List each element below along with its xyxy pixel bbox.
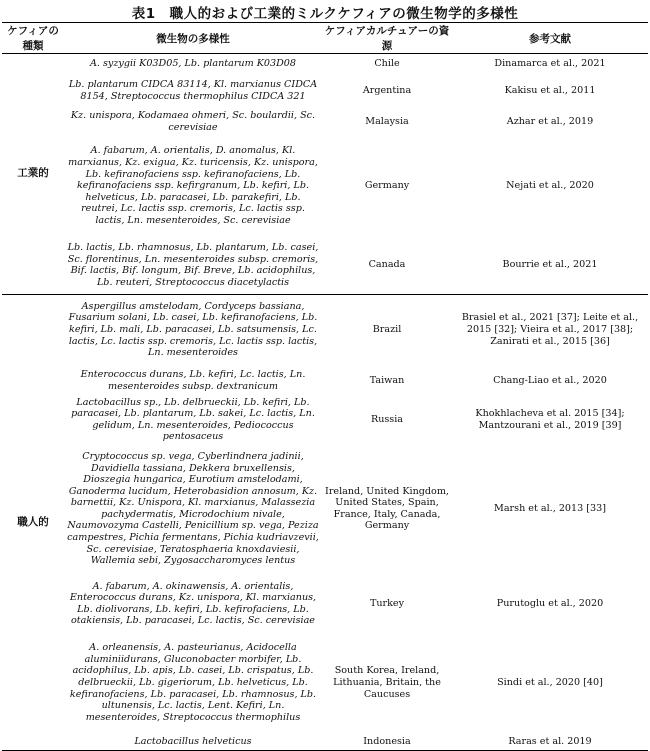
table-row [2, 237, 648, 295]
reference-cell: Azhar et al., 2019 [506, 115, 594, 127]
organisms-cell: Lactobacillus helveticus [64, 733, 322, 751]
organisms-cell: Kz. unispora, Kodamaea ohmeri, Sc. boulardii, Sc. cerevisiae [70, 109, 316, 133]
organisms-cell: Lb. lactis, Lb. rhamnosus, Lb. plantarum, Lb. casei, Sc. florentinus, Ln. mesenteroides subsp. cremoris, Bif. lactis, Bif. longum, Bif. Breve, Lb. acidophilus, Lb. reuteri, Streptococcus diacetylactis [64, 237, 322, 295]
table-row [2, 54, 648, 74]
table-row [2, 733, 648, 751]
source-cell: Malaysia [365, 115, 409, 127]
reference-cell: Raras et al. 2019 [452, 733, 648, 751]
table-row [2, 295, 648, 365]
header-row [2, 23, 648, 54]
reference-cell: Marsh et al., 2013 [33] [494, 503, 606, 515]
table-row [2, 633, 648, 733]
organisms-cell: A. orleanensis, A. pasteurianus, Acidocella aluminiidurans, Gluconobacter morbifer, Lb. acidophilus, Lb. apis, Lb. casei, Lb. crispatus, Lb. delbrueckii, Lb. gigeriorum, Lb. helveticus, Lb. kefiranofaciens, Lb. paracasei, Lb. rhamnosus, Lb. ultunensis, Lc. lactis, Lent. Kefiri, Ln. mesenteroides, Streptococcus thermophilus [69, 642, 317, 723]
organisms-cell: Enterococcus durans, Lb. kefiri, Lc. lactis, Ln. mesenteroides subsp. dextranicum [80, 368, 306, 392]
source-cell: Germany [364, 180, 410, 192]
table-row [2, 575, 648, 633]
table-title: 表1 職人的および工業的ミルクケフィアの微生物学的多様性 [131, 6, 519, 22]
organisms-cell: Lactobacillus sp., Lb. delbrueckii, Lb. kefiri, Lb. paracasei, Lb. plantarum, Lb. sakei, Lc. lactis, Ln. gelidum, Ln. mesenteroides, Pediococcus pentosaceus [71, 396, 315, 443]
source-cell: Russia [370, 413, 404, 425]
table-row [2, 397, 648, 443]
reference-cell: Brasiel et al., 2021 [37]; Leite et al., 2015 [32]; Vieira et al., 2017 [38]; Zanirati et al., 2015 [36] [461, 312, 639, 347]
source-cell: Chile [374, 57, 400, 69]
organisms-cell: Aspergillus amstelodam, Cordyceps bassiana, Fusarium solani, Lb. casei, Lb. kefiranofaciens, Lb. kefiri, Lb. mali, Lb. paracasei, Lb. satsumensis, Lc. lactis, Lc. lactis ssp. cremoris, Lc. lactis ssp. lactis, Ln. mesenteroides [68, 300, 318, 359]
header-microbial-diversity: 微生物の多様性 [64, 23, 322, 54]
header-kefir-type: ケフィアの種類 [2, 23, 64, 54]
source-cell: Indonesia [322, 733, 452, 751]
reference-cell: Purutoglu et al., 2020 [496, 598, 604, 610]
table-row [2, 108, 648, 136]
reference-cell: Sindi et al., 2020 [40] [497, 677, 603, 689]
table-body [2, 54, 648, 751]
organisms-cell: A. fabarum, A. orientalis, D. anomalus, Kl. marxianus, Kz. exigua, Kz. turicensis, Kz. unispora, Lb. kefiranofaciens ssp. kefiranofaciens, Lb. kefiranofaciens ssp. kefirgranum, Lb. kefiri, Lb. helveticus, Lb. paracasei, Lb. parakefiri, Lb. reutrei, Lc. lactis ssp. cremoris, Lc. lactis ssp. lactis, Ln. mesenteroides, Sc. cerevisiae [68, 145, 318, 226]
source-cell: Taiwan [369, 374, 405, 386]
reference-cell: Chang-Liao et al., 2020 [493, 374, 607, 386]
source-cell: Argentina [362, 84, 412, 96]
organisms-cell: A. syzygii K03D05, Lb. plantarum K03D08 [89, 57, 297, 69]
reference-cell: Dinamarca et al., 2021 [494, 57, 606, 69]
source-cell: Ireland, United Kingdom, United States, Spain, France, Italy, Canada, Germany [325, 485, 449, 532]
source-cell: Canada [322, 237, 452, 295]
header-culture-source: ケフィアカルチュアーの資源 [322, 23, 452, 54]
source-cell: South Korea, Ireland, Lithuania, Britain, the Caucuses [333, 665, 441, 700]
organisms-cell: A. fabarum, A. okinawensis, A. orientalis, Enterococcus durans, Kz. unispora, Kl. marxianus, Lb. diolivorans, Lb. kefiri, Lb. kefirofaciens, Lb. otakiensis, Lb. paracasei, Lc. lactis, Sc. cerevisiae [69, 580, 317, 627]
reference-cell: Nejati et al., 2020 [506, 180, 594, 192]
kefir-type-cell: 職人的 [2, 295, 64, 751]
source-cell: Brazil [372, 323, 402, 335]
table-row [2, 74, 648, 108]
source-cell: Turkey [369, 598, 405, 610]
reference-cell: Bourrie et al., 2021 [452, 237, 648, 295]
table-row [2, 365, 648, 397]
table-row [2, 136, 648, 237]
reference-cell: Khokhlacheva et al. 2015 [34]; Mantzourani et al., 2019 [39] [475, 408, 625, 431]
header-reference: 参考文献 [452, 23, 648, 54]
table-row [2, 443, 648, 575]
reference-cell: Kakisu et al., 2011 [504, 84, 596, 96]
kefir-diversity-table [2, 22, 648, 751]
organisms-cell: Cryptococcus sp. vega, Cyberlindnera jadinii, Davidiella tassiana, Dekkera bruxellensis, Dioszegia hungarica, Eurotium amstelodami, Ganoderma lucidum, Heterobasidion annosum, Kz. barnettii, Kz. Unispora, Kl. marxianus, Malassezia pachydermatis, Microdochium nivale, Naumovozyma Castelli, Penicillium sp. vega, Peziza campestres, Pichia fermentans, Pichia kudriavzevii, Sc. cerevisiae, Teratosphaeria knoxdaviesii, Wallemia sebi, Zygosaccharomyces lentus [67, 450, 319, 567]
kefir-type-cell: 工業的 [2, 54, 64, 295]
organisms-cell: Lb. plantarum CIDCA 83114, Kl. marxianus CIDCA 8154, Streptococcus thermophilus CIDCA 321 [68, 78, 318, 102]
